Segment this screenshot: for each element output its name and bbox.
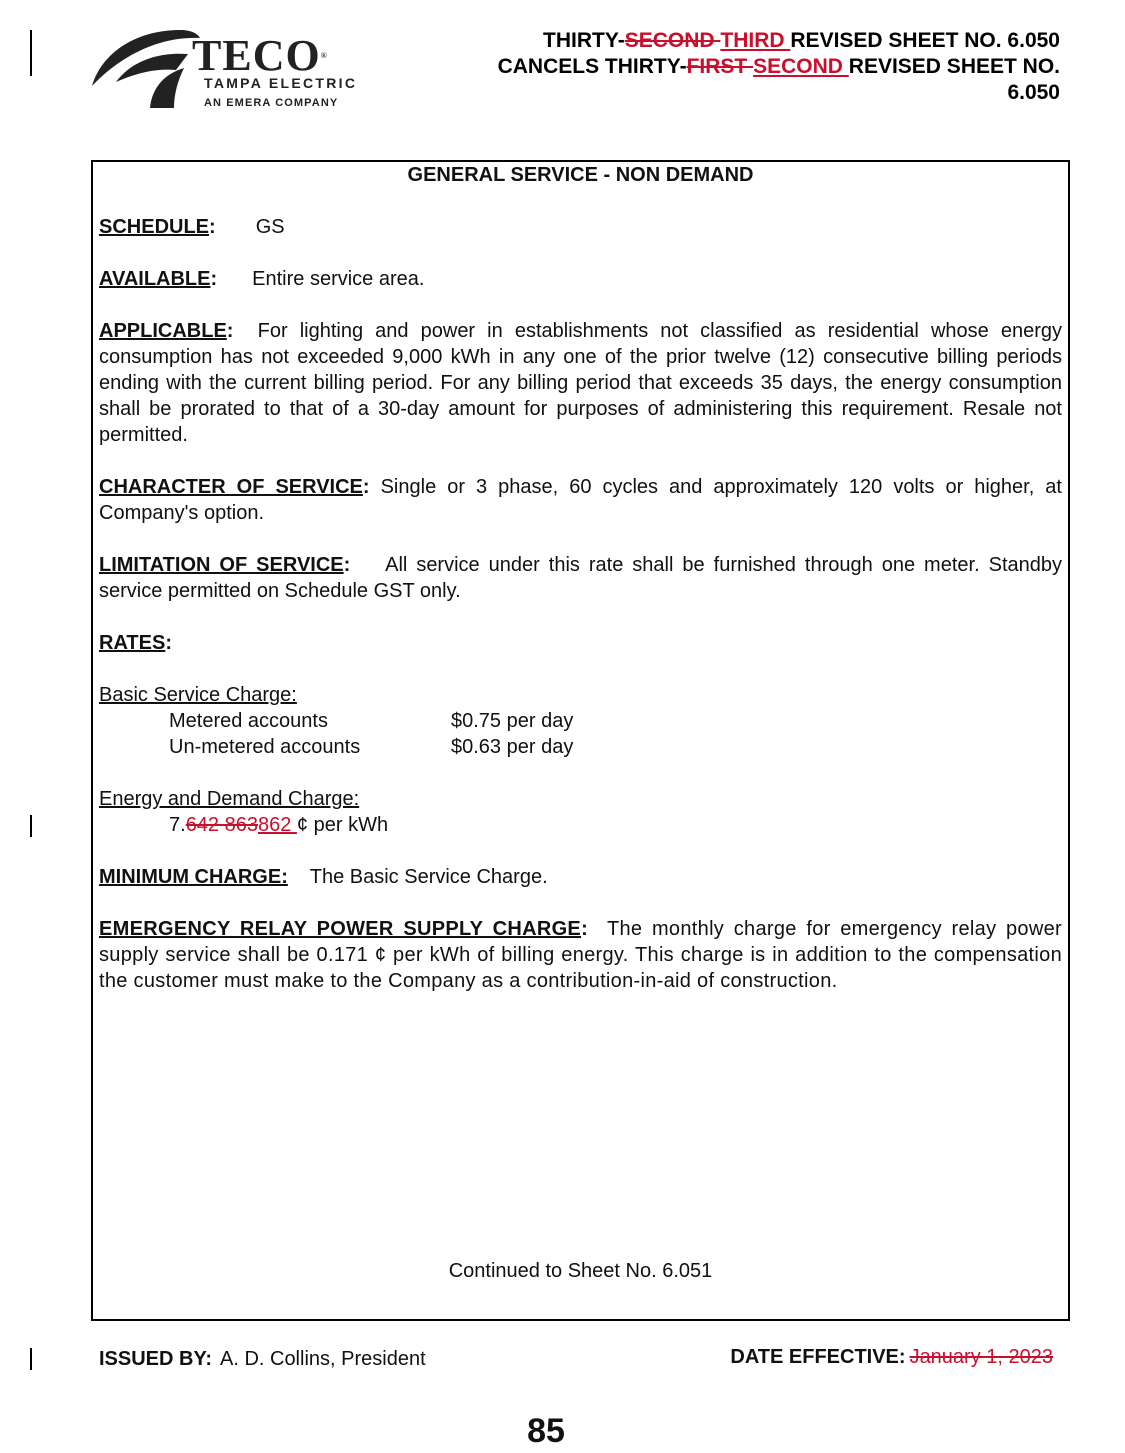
deleted-date: January 1, 2023 — [909, 1346, 1053, 1368]
header-line-1: THIRTY-SECOND THIRD REVISED SHEET NO. 6.050 — [543, 29, 1060, 52]
character-text: Single or 3 phase, 60 cycles and approximately 120 volts or higher, at Company's option. — [99, 476, 1062, 524]
header-line-3: 6.050 — [1007, 81, 1060, 104]
limitation-of-service-section: LIMITATION OF SERVICE: All service under this rate shall be furnished through one meter. Standby service permitted on Schedule GST only. — [99, 554, 1062, 602]
document-title: GENERAL SERVICE - NON DEMAND — [407, 164, 754, 186]
header-line-2: CANCELS THIRTY-FIRST SECOND REVISED SHEET NO. — [497, 55, 1060, 78]
applicable-text: For lighting and power in establishments not classified as residential whose energy consumption has not exceeded 9,000 kWh in any one of the prior twelve (12) consecutive billing periods ending with the current billing period. For any billing period that exceeds 35 days, the energy consumption shall be prorated to that of a 30-day amount for purposes of administering this requirement. Resale not permitted. — [99, 320, 1062, 446]
minimum-charge-section: MINIMUM CHARGE: The Basic Service Charge. — [99, 866, 548, 888]
energy-charge-label: Energy and Demand Charge: — [99, 788, 360, 810]
inserted-text: SECOND — [753, 55, 849, 78]
rate-row: Metered accounts $0.75 per day — [169, 710, 574, 732]
revision-change-bar — [30, 815, 32, 837]
basic-service-charge-section — [99, 682, 1062, 760]
issued-by-value: A. D. Collins, President — [219, 1348, 426, 1370]
deleted-text: SECOND — [624, 29, 721, 52]
character-of-service-section: CHARACTER OF SERVICE: Single or 3 phase, 60 cycles and approximately 120 volts or higher, at Company's option. — [99, 476, 1062, 524]
revision-change-bar — [30, 30, 32, 76]
rate-row: Un-metered accounts $0.63 per day — [169, 736, 574, 758]
limitation-text: All service under this rate shall be furnished through one meter. Standby service permitted on Schedule GST only. — [99, 554, 1062, 602]
available-section: AVAILABLE: Entire service area. — [99, 268, 425, 290]
deleted-text: FIRST — [686, 55, 754, 78]
issued-by: ISSUED BY: A. D. Collins, President — [99, 1348, 426, 1370]
emergency-text: The monthly charge for emergency relay power supply service shall be 0.171 ¢ per kWh of billing energy. This charge is in addition to the compensation the customer must make to the Company as a contribution-in-aid of construction. — [99, 918, 1062, 992]
energy-rate: 7.642 863862 ¢ per kWh — [169, 814, 389, 836]
inserted-text: 862 — [257, 814, 297, 836]
logo-tagline: AN EMERA COMPANY — [204, 97, 339, 109]
continued-note: Continued to Sheet No. 6.051 — [448, 1260, 713, 1282]
applicable-section: APPLICABLE: For lighting and power in establishments not classified as residential whose energy consumption has not exceeded 9,000 kWh in any one of the prior twelve (12) consecutive billing periods ending with the current billing period. For any billing period that exceeds 35 days, the energy consumption shall be prorated to that of a 30-day amount for purposes of administering this requirement. Resale not permitted. — [99, 320, 1062, 446]
basic-charge-label: Basic Service Charge: — [99, 684, 297, 706]
schedule-section: SCHEDULE: GS — [99, 216, 285, 238]
deleted-text: 642 863 — [185, 814, 258, 836]
inserted-text: THIRD — [720, 29, 791, 52]
tariff-content — [99, 160, 1062, 1020]
energy-demand-charge-section — [99, 786, 1062, 838]
rates-heading: RATES: — [99, 632, 172, 654]
available-value: Entire service area. — [252, 268, 425, 290]
logo-wordmark: TECO® — [192, 31, 328, 80]
page-number: 85 — [527, 1412, 565, 1450]
sheet-revision-header — [410, 28, 1060, 106]
revision-change-bar — [30, 1348, 32, 1370]
teco-logo — [92, 24, 422, 114]
minimum-text: The Basic Service Charge. — [309, 866, 548, 888]
teco-swoosh-icon — [92, 24, 202, 114]
schedule-value: GS — [255, 216, 285, 238]
emergency-relay-section: EMERGENCY RELAY POWER SUPPLY CHARGE: The monthly charge for emergency relay power supply service shall be 0.171 ¢ per kWh of billing energy. This charge is in addition to the compensation the customer must make to the Company as a contribution-in-aid of construction. — [99, 918, 1062, 992]
logo-subtitle: TAMPA ELECTRIC — [204, 75, 358, 91]
date-effective: DATE EFFECTIVE: January 1, 2023 — [730, 1346, 1053, 1368]
